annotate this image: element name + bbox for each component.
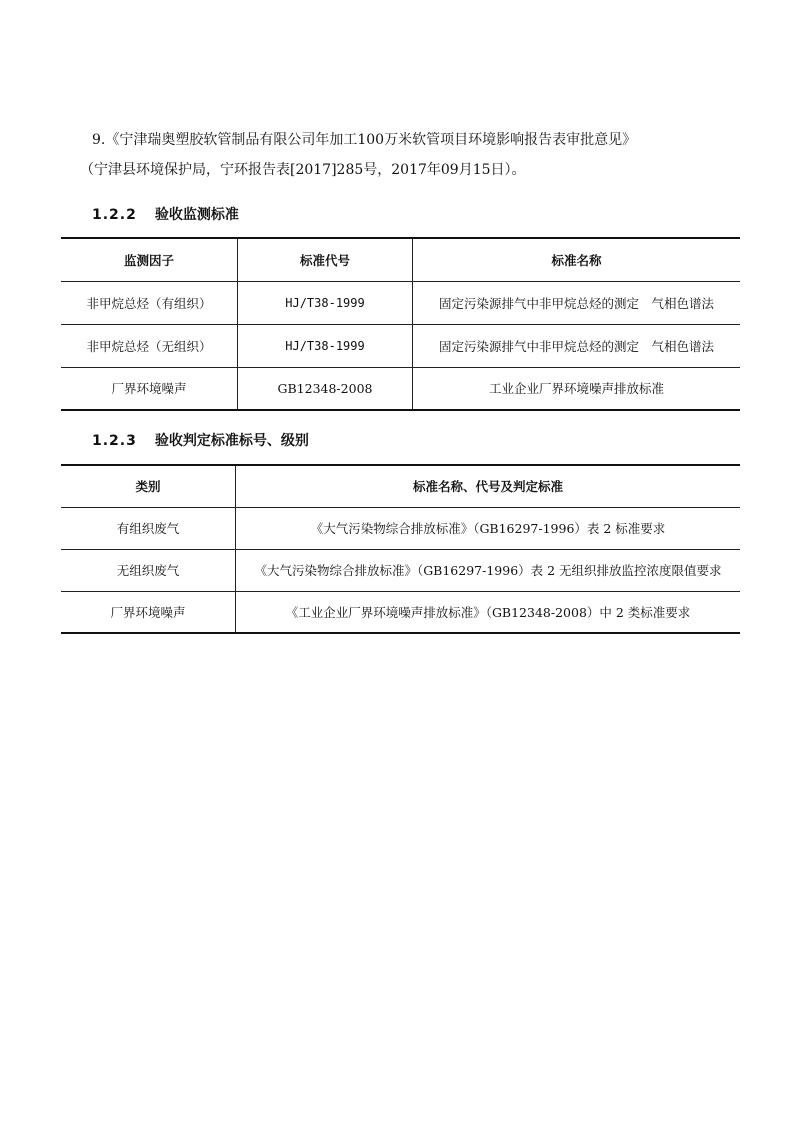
table-cell: 固定污染源排气中非甲烷总烃的测定 气相色谱法 xyxy=(413,324,741,367)
table-cell: HJ/T38-1999 xyxy=(238,324,413,367)
table-cell: 固定污染源排气中非甲烷总烃的测定 气相色谱法 xyxy=(413,281,741,324)
table-header-row xyxy=(61,238,740,281)
reference-item-title: 9.《宁津瑞奥塑胶软管制品有限公司年加工100万米软管项目环境影响报告表审批意见》 xyxy=(92,132,637,148)
section-number: 1.2.3 xyxy=(92,433,137,449)
table-cell: 《大气污染物综合排放标准》（GB16297-1996）表 2 标准要求 xyxy=(236,507,741,549)
table-cell: 非甲烷总烃（有组织） xyxy=(61,281,238,324)
column-header: 标准代号 xyxy=(238,238,413,281)
section-title: 验收监测标准 xyxy=(154,207,239,223)
table-cell: 厂界环境噪声 xyxy=(61,367,238,410)
table-cell: GB12348-2008 xyxy=(238,367,413,410)
table-cell: 《大气污染物综合排放标准》（GB16297-1996）表 2 无组织排放监控浓度限值要求 xyxy=(236,549,741,591)
section-heading-judgement-standards xyxy=(92,430,309,450)
table-row xyxy=(61,281,740,324)
column-header: 标准名称 xyxy=(413,238,741,281)
table-row xyxy=(61,591,740,633)
reference-item-source: （宁津县环境保护局，宁环报告表[2017]285号，2017年09月15日）。 xyxy=(80,162,526,178)
table-cell: 厂界环境噪声 xyxy=(61,591,236,633)
table-cell: HJ/T38-1999 xyxy=(238,281,413,324)
table-row xyxy=(61,367,740,410)
table-cell: 工业企业厂界环境噪声排放标准 xyxy=(413,367,741,410)
column-header: 类别 xyxy=(61,465,236,507)
monitoring-standards-table xyxy=(61,237,740,411)
section-heading-monitoring-standards xyxy=(92,204,239,224)
judgement-standards-table xyxy=(61,464,740,634)
table-cell: 《工业企业厂界环境噪声排放标准》（GB12348-2008）中 2 类标准要求 xyxy=(236,591,741,633)
table-cell: 无组织废气 xyxy=(61,549,236,591)
table-cell: 有组织废气 xyxy=(61,507,236,549)
table-row xyxy=(61,324,740,367)
section-title: 验收判定标准标号、级别 xyxy=(154,433,309,449)
table-cell: 非甲烷总烃（无组织） xyxy=(61,324,238,367)
column-header: 标准名称、代号及判定标准 xyxy=(236,465,741,507)
section-number: 1.2.2 xyxy=(92,207,137,223)
table-header-row xyxy=(61,465,740,507)
table-row xyxy=(61,507,740,549)
column-header: 监测因子 xyxy=(61,238,238,281)
table-row xyxy=(61,549,740,591)
